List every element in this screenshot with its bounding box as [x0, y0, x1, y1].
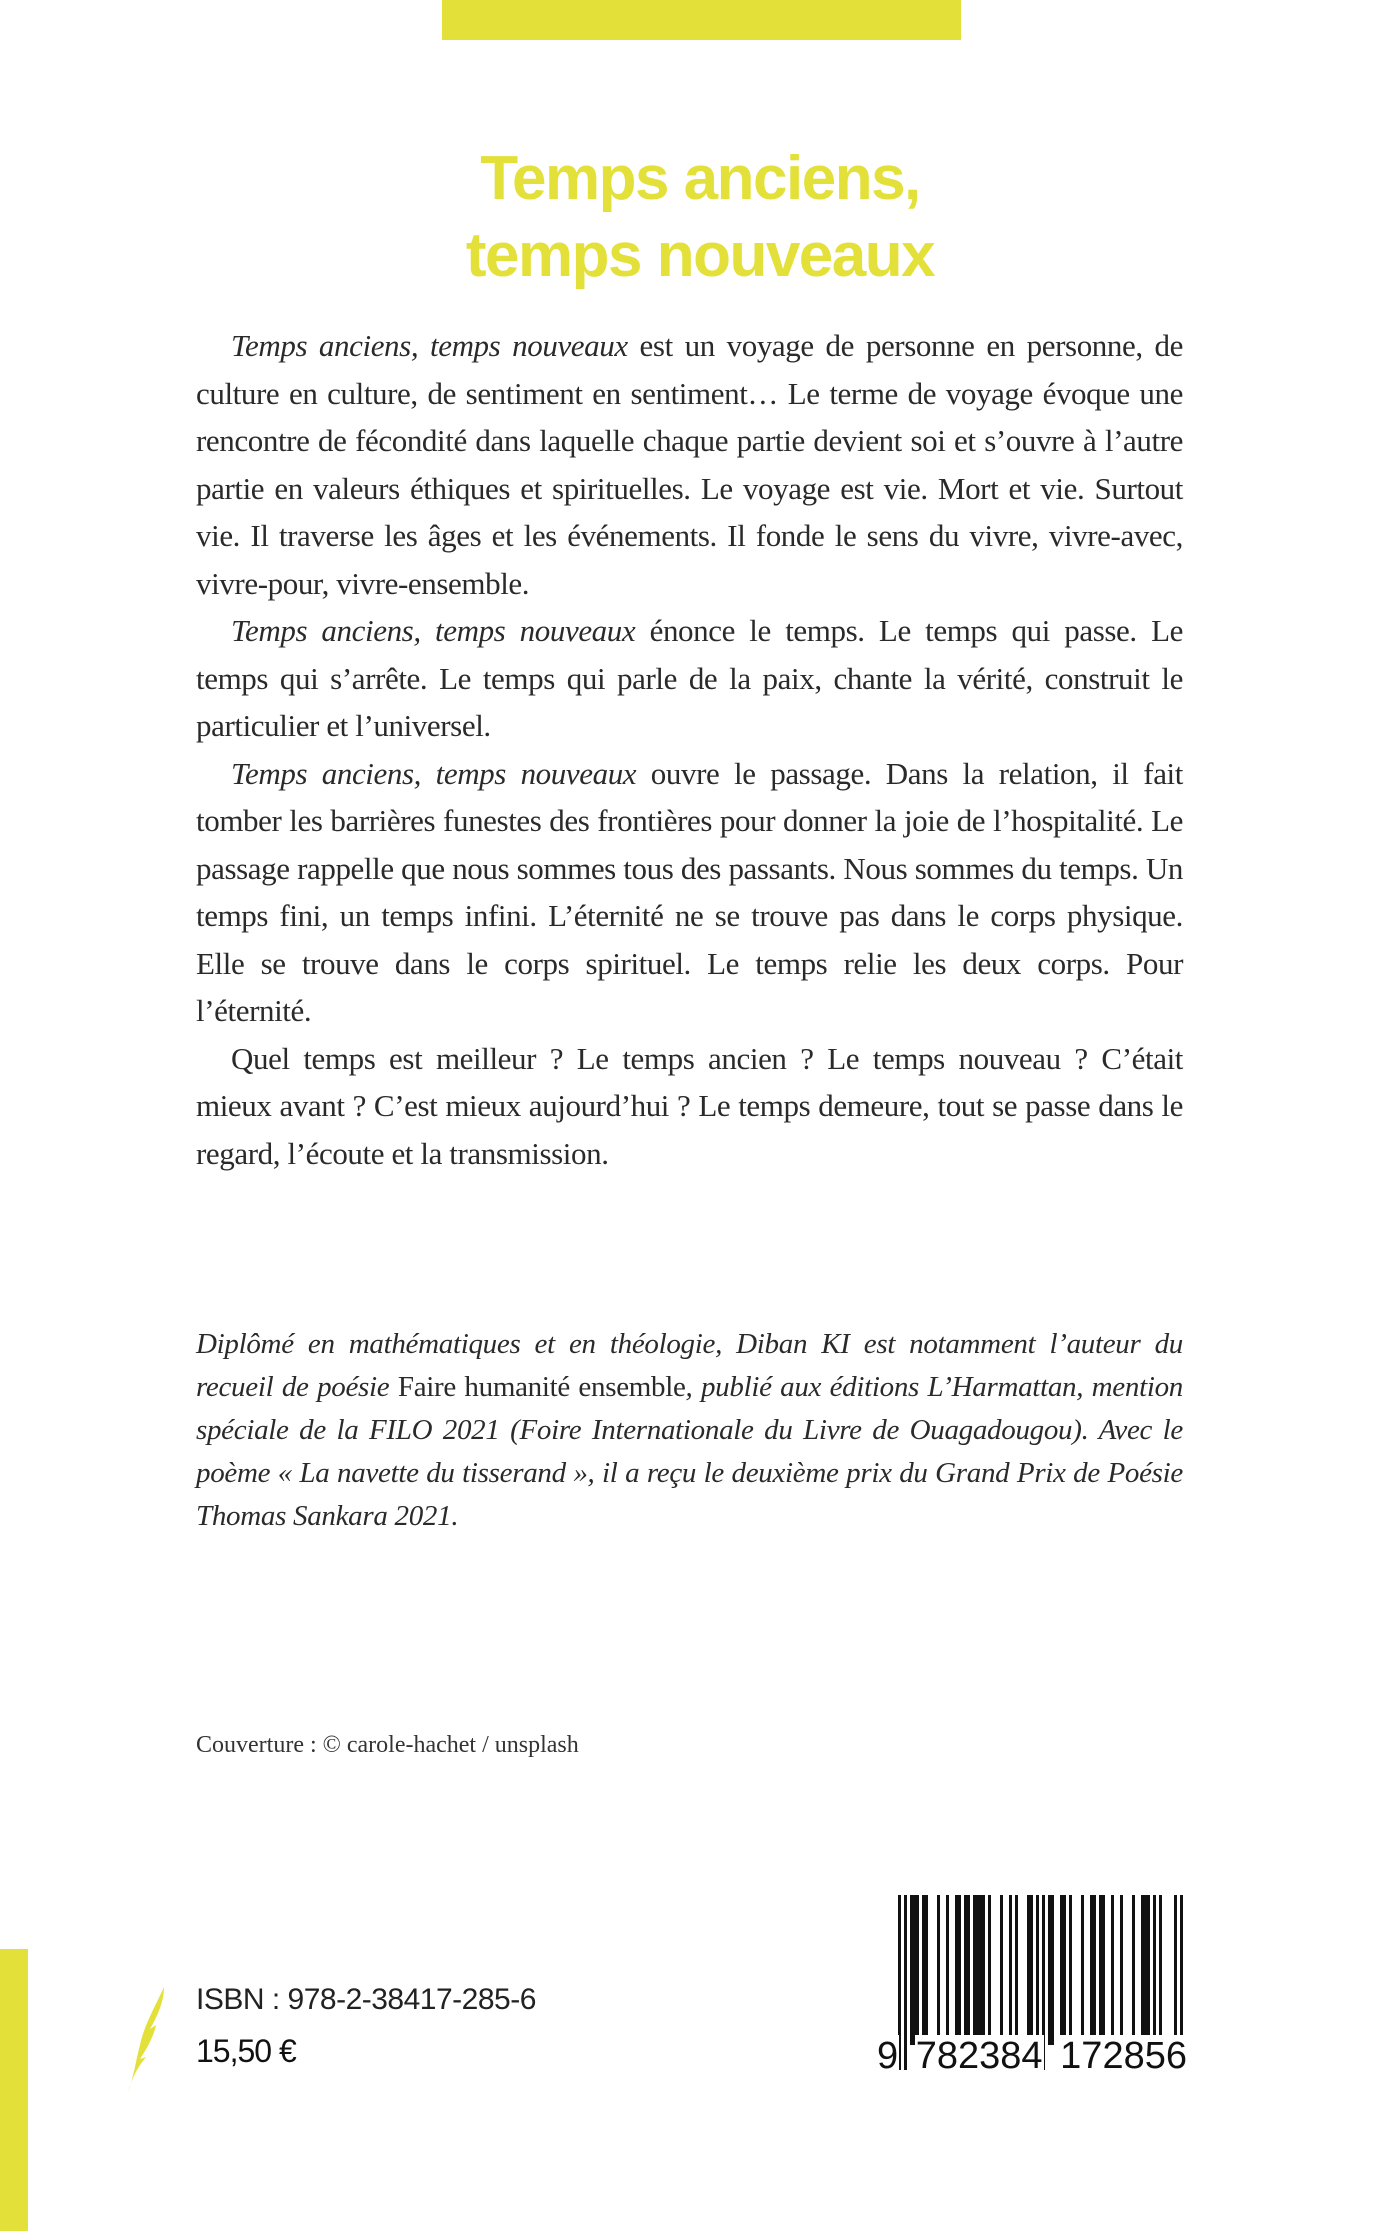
barcode-bar — [1141, 1895, 1144, 2045]
blurb-text: est un voyage de personne en personne, de culture en culture, de sentiment en sentiment… Le terme de voyage évoque une rencontre de fécondité dans laquelle chaque partie devient soi et s’ouvre à l’autre partie en valeurs éthiques et spirituelles. Le voyage est vie. Mort et vie. Surtout vie. Il traverse les âges et les événements. Il fonde le sens du vivre, vivre-avec, vivre-pour, vivre-ensemble. — [196, 328, 1183, 601]
barcode-bar — [982, 1895, 985, 2045]
barcode-bar — [967, 1895, 970, 2045]
barcode-bar — [910, 1895, 913, 2045]
barcode-bar — [976, 1895, 979, 2045]
barcode-bar — [1111, 1895, 1114, 2045]
barcode-bar — [1153, 1895, 1156, 2045]
barcode-bar — [1009, 1895, 1012, 2045]
barcode-bar — [937, 1895, 940, 2045]
barcode-bar — [1102, 1895, 1105, 2045]
barcode-bar — [925, 1895, 928, 2045]
barcode — [876, 1895, 1188, 2080]
barcode-bar — [1030, 1895, 1033, 2045]
top-accent-bar — [442, 0, 961, 40]
blurb — [196, 322, 1183, 1177]
barcode-bar — [973, 1895, 976, 2045]
price: 15,50 € — [196, 2033, 296, 2069]
blurb-paragraph — [196, 322, 1183, 607]
blurb-paragraph — [196, 750, 1183, 1035]
author-bio-text: , publié aux éditions L’Harmattan, mention spéciale de la FILO 2021 (Foire Internationale du Livre de Ouagadougou). Avec le poème « La navette du tisserand », il a reçu le deuxième prix du Grand Prix de Poésie Thomas Sankara 2021. — [196, 1371, 1183, 1532]
barcode-bar — [1081, 1895, 1084, 2045]
barcode-bar — [958, 1895, 961, 2045]
barcode-bar — [964, 1895, 967, 2045]
barcode-bar — [913, 1895, 916, 2045]
blurb-text: ouvre le passage. Dans la relation, il fait tomber les barrières funestes des frontières pour donner la joie de l’hospitalité. Le passage rappelle que nous sommes tous des passants. Nous sommes du temps. Un temps fini, un temps infini. L’éternité ne se trouve pas dans le corps physique. Elle se trouve dans le corps spirituel. Le temps relie les deux corps. Pour l’éternité. — [196, 755, 1183, 1028]
barcode-bar — [916, 1895, 919, 2045]
book-title-line-2: temps nouveaux — [465, 221, 935, 290]
barcode-bar — [1063, 1895, 1066, 2045]
barcode-digit-group: 172856 — [1060, 2035, 1187, 2077]
isbn: ISBN : 978-2-38417-285-6 — [196, 1983, 536, 2016]
barcode-digits — [876, 2035, 1188, 2078]
left-accent-strip — [0, 1949, 28, 2231]
author-book-title: Faire humanité ensemble — [397, 1371, 686, 1403]
barcode-bar — [988, 1895, 991, 2045]
barcode-bar — [1090, 1895, 1093, 2045]
blurb-italic-title: Temps anciens, temps nouveaux — [231, 328, 628, 363]
blurb-italic-title: Temps anciens, temps nouveaux — [231, 755, 637, 791]
blurb-paragraph — [196, 607, 1183, 750]
barcode-bar — [1093, 1895, 1096, 2045]
barcode-bar — [1132, 1895, 1135, 2045]
blurb-text: Quel temps est meilleur ? Le temps ancien ? Le temps nouveau ? C’était mieux avant ? C’est mieux aujourd’hui ? Le temps demeure, tout se passe dans le regard, l’écoute et la transmission. — [196, 1040, 1183, 1171]
barcode-bar — [1069, 1895, 1072, 2045]
barcode-bar — [1051, 1895, 1054, 2045]
barcode-bar — [1120, 1895, 1123, 2045]
barcode-digit-group: 782384 — [915, 2035, 1043, 2077]
barcode-bar — [946, 1895, 949, 2045]
blurb-paragraph — [196, 1035, 1183, 1178]
barcode-bar — [1099, 1895, 1102, 2045]
barcode-bar — [1147, 1895, 1150, 2045]
cover-credit: Couverture : © carole-hachet / unsplash — [196, 1732, 579, 1758]
barcode-bar — [955, 1895, 958, 2045]
barcode-bar — [1048, 1895, 1051, 2045]
book-title-line-1: Temps anciens, — [480, 144, 920, 213]
barcode-bar — [1027, 1895, 1030, 2045]
book-title — [0, 140, 1400, 294]
barcode-bar — [1015, 1895, 1018, 2045]
barcode-bar — [1144, 1895, 1147, 2045]
blurb-text: énonce le temps. Le temps qui passe. Le temps qui s’arrête. Le temps qui parle de la paix, chante la vérité, construit le particulier et l’universel. — [196, 613, 1183, 743]
barcode-bar — [979, 1895, 982, 2045]
feather-icon — [126, 1985, 176, 2095]
blurb-italic-title: Temps anciens, temps nouveaux — [231, 613, 636, 648]
barcode-bar — [1060, 1895, 1063, 2045]
barcode-bar — [1000, 1895, 1003, 2045]
barcode-digit-group: 9 — [877, 2035, 899, 2077]
barcode-bar — [922, 1895, 925, 2045]
barcode-bar — [1159, 1895, 1162, 2045]
author-bio — [196, 1323, 1183, 1538]
author-bio-text: Diplômé en mathématiques et en théologie, Diban KI est notamment l’auteur du recueil de poésie — [196, 1328, 1183, 1403]
